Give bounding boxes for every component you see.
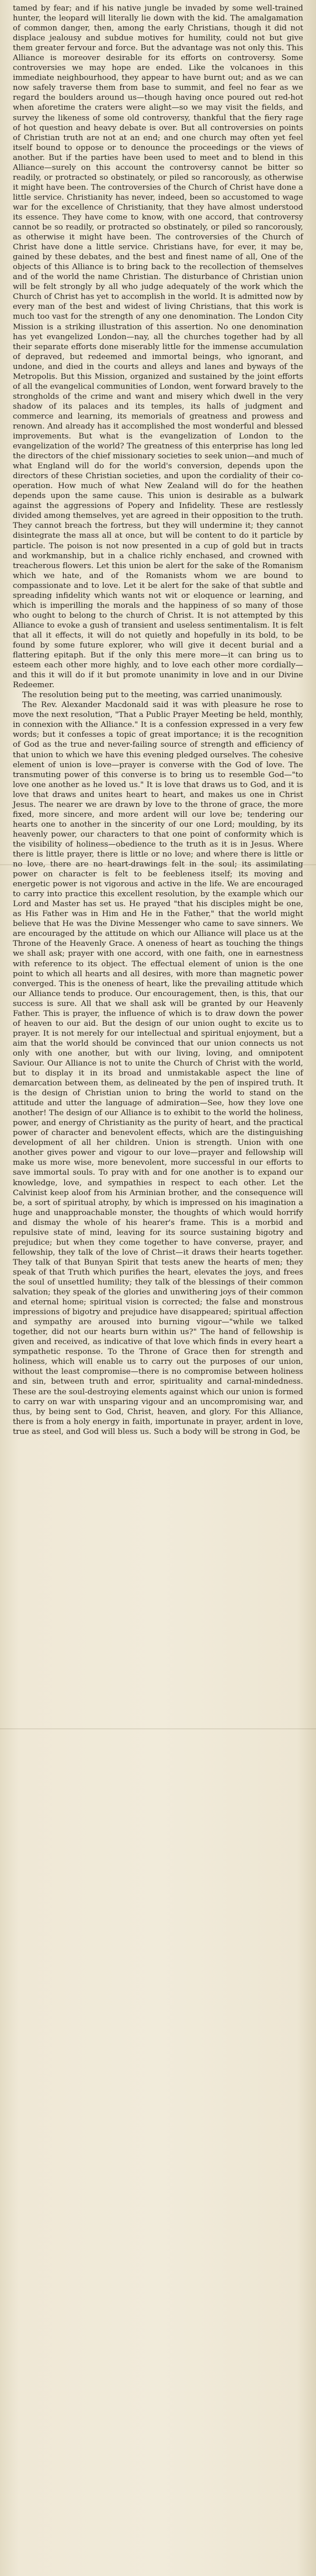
article-column	[13, 4, 303, 1437]
page-fold-line	[0, 1728, 316, 1729]
macdonald-speech: The Rev. Alexander Macdonald said it was with pleasure he rose to move the next resolution, "That a Public Prayer Meeting be held, monthly, in connexion with the Alliance." It is a confession expressed in a very few words; but it confesses a topic of great importance; it is the recognition of God as the true and never-failing source of strength and efficiency of that union to which we have this evening pledged ourselves. The cohesive element of union is love—prayer is converse with the God of love. The transmuting power of this converse is to bring us to resemble God—"to love one another as he loved us." It is love that draws us to God, and it is love that draws and unites heart to heart, and makes us one in Christ Jesus. The nearer we are drawn by love to the throne of grace, the more fixed, more sincere, and more ardent will our love be; tendering our hearts one to another in the sincerity of our one Lord; moulding, by its heavenly power, our characters to that one point of conformity which is the visibility of holiness—obedience to the truth as it is in Jesus. Where there is little prayer, there is little or no love; and where there is little or no love, there are no heart-drawings felt in the soul; its assimilating power on character is felt to be feebleness itself; its moving and energetic power is not vigorous and active in the life. We are encouraged to carry into practice this excellent resolution, by the example which our Lord and Master has set us. He prayed "that his disciples might be one, as His Father was in Him and He in the Father," that the world might believe that He was the Divine Messenger who came to save sinners. We are encouraged by the attitude on which our Alliance will place us at the Throne of the Heavenly Grace. A oneness of heart as touching the things we shall ask; prayer with one accord, with one faith, one in earnestness with reference to its object. The effectual element of union is the one point to which all hearts and all desires, with more than magnetic power converged. This is the oneness of heart, like the prevailing attitude which our Alliance tends to produce. Our encouragement, then, is this, that our success is sure. All that we shall ask will be granted by our Heavenly Father. This is prayer, the influence of which is to draw down the power of heaven to our aid. But the design of our union ought to excite us to prayer. It is not merely for our intellectual and spiritual enjoyment, but a aim that the world should be convinced that our union connects us not only with one another, but with our living, loving, and omnipotent Saviour. Our Alliance is not to unite the Church of Christ with the world, but to display it in its broad and unmistakable aspect the line of demarcation between them, as delineated by the pen of inspired truth. It is the design of Christian union to bring the world to stand on the attitude and utter the language of admiration—See, how they love one another! The design of our Alliance is to exhibit to the world the holiness, power, and energy of Christianity as the purity of heart, and the practical power of character and benevolent effects, which are the distinguishing development of all her children. Union is strength. Union with one another gives power and vigour to our love—prayer and fellowship will make us more wise, more benevolent, more successful in our efforts to save immortal souls. To pray with and for one another is to expand our knowledge, love, and sympathies in respect to each other. Let the Calvinist keep aloof from his Arminian brother, and the consequence will be, a sort of spiritual atrophy, by which is impressed on his imagination a huge and unapproachable monster, the thoughts of which would horrify and dismay the whole of his hearer's frame. This is a morbid and repulsive state of mind, leaving for its source sustaining bigotry and prejudice; but when they come together to have converse, prayer, and fellowship, they talk of the love of Christ—it draws their hearts together. They talk of that Bunyan Spirit that tests anew the hearts of men; they speak of that Truth which purifies the heart, elevates the joys, and frees the soul of unsettled humility; they talk of the blessings of their common salvation; they speak of the glories and unwithering joys of their common and eternal home; spiritual vision is corrected; the false and monstrous impressions of bigotry and prejudice have disappeared; spiritual affection and sympathy are aroused into burning vigour—"while we talked together, did not our hearts burn within us?" The hand of fellowship is given and received, as indicative of that love which finds in every heart a sympathetic response. To the Throne of Grace then for strength and holiness, which will enable us to carry out the purposes of our union, without the least compromise—there is no compromise between holiness and sin, between truth and error, spirituality and carnal-mindedness. These are the soul-destroying elements against which our union is formed to carry on war with unsparing vigour and an uncompromising war, and thus, by being sent to God, Christ, heaven, and glory. For this Alliance, there is from a holy energy in faith, importunate in prayer, ardent in love, true as steel, and God will bless us. Such a body will be strong in God, be	[13, 701, 303, 1436]
article-paragraph-alliance: tamed by fear; and if his native jungle be invaded by some well-trained hunter, the leopard will literally lie down with the kid. The amalgamation of common danger, then, among the early Christians, though it did not displace jealousy and subdue motives for humility, could not but give them greater fervour and force. But the advantage was not only this. This Alliance is moreover desirable for its efforts on controversy. Some controversies we may hope are ended. Like the volcanoes in this immediate neighbourhood, they appear to have burnt out; and as we can now safely traverse them from base to summit, and feel no fear as we regard the boulders around us—though having once poured out red-hot when aforetime the craters were alight—so we may visit the fields, and survey the likeness of some old controversy, thankful that the fiery rage of hot question and heavy debate is over. But all controversies on points of Christian truth are not at an end; and one church may often yet feel itself bound to oppose or to denounce the proceedings or the views of another. But if the parties have been used to meet and to blend in this Alliance—surely on this account the controversy cannot be bitter so readily, or protracted so obstinately, or piled so rancorously, as otherwise it might have been. The controversies of the Church of Christ have done a little service. Christianity has never, indeed, been so accustomed to wage war for the excellence of Christianity, that they have almost understood its essence. They have come to know, with one accord, that controversy cannot be so readily, or protracted so obstinately, or piled so rancorously, as otherwise it might have been. The controversies of the Church of Christ have done a little service. Christians have, for ever, it may be, gained by these debates, and the best and finest name of all, One of the objects of this Alliance is to bring back to the recollection of themselves and of the world the name Christian. The disturbance of Christian union will be felt strongly by all who judge adequately of the work which the Church of Christ has yet to accomplish in the world. It is admitted now by every man of the best and widest of living Christians, that this work is much too vast for the strength of any one denomination. The London City Mission is a striking illustration of this assertion. No one denomination has yet evangelized London—nay, all the churches together had by all their separate efforts done miserably little for the immense accumulation of depraved, but redeemed and immortal beings, who ignorant, and undone, and died in the courts and alleys and lanes and byways of the Metropolis. But this Mission, organized and sustained by the joint efforts of all the evangelical communities of London, went forward bravely to the strongholds of the crime and want and misery which dwell in the very shadow of its palaces and its temples, its halls of judgment and commerce and learning, its memorials of greatness and prowess and renown. And already has it accomplished the most wonderful and blessed improvements. But what is the evangelization of London to the evangelization of the world? The greatness of this enterprise has long led the directors of the chief missionary societies to seek union—and much of what England will do for the world's conversion, depends upon the directors of these Christian societies, and upon the cordiality of their co-operation. How much of what New Zealand will do for the heathen depends upon the same cause. This union is desirable as a bulwark against the aggressions of Popery and Infidelity. These are restlessly divided among themselves, yet are agreed in their opposition to the truth. They cannot breach the fortress, but they will undermine it; they cannot disintegrate the mass all at once, but will be content to do it particle by particle. The poison is not now presented in a cup of gold but in tracts and workmanship, but in a chalice richly enchased, and crowned with treacherous flowers. Let this union be alert for the sake of the Romanism which we hate, and of the Romanists whom we are bound to compassionate and to love. Let it be alert for the sake of that subtle and spreading infidelity which wants not wit or eloquence or learning, and which is imperilling the morals and the happiness of so many of those who ought to belong to the church of Christ. It is not attempted by this Alliance to evoke a gush of transient and useless sentimentalism. It is felt that all it effects, it will do not quietly and hopefully in its bold, to be found by some future explorer, who will give it decent burial and a flattering epitaph. But if the only this mere more—it can bring us to esteem each other more highly, and to love each other more cordially—and this it will do if it but promote unanimity in love and in our Divine Redeemer.	[13, 4, 303, 690]
resolution-carried: The resolution being put to the meeting, was carried unanimously.	[22, 691, 283, 700]
